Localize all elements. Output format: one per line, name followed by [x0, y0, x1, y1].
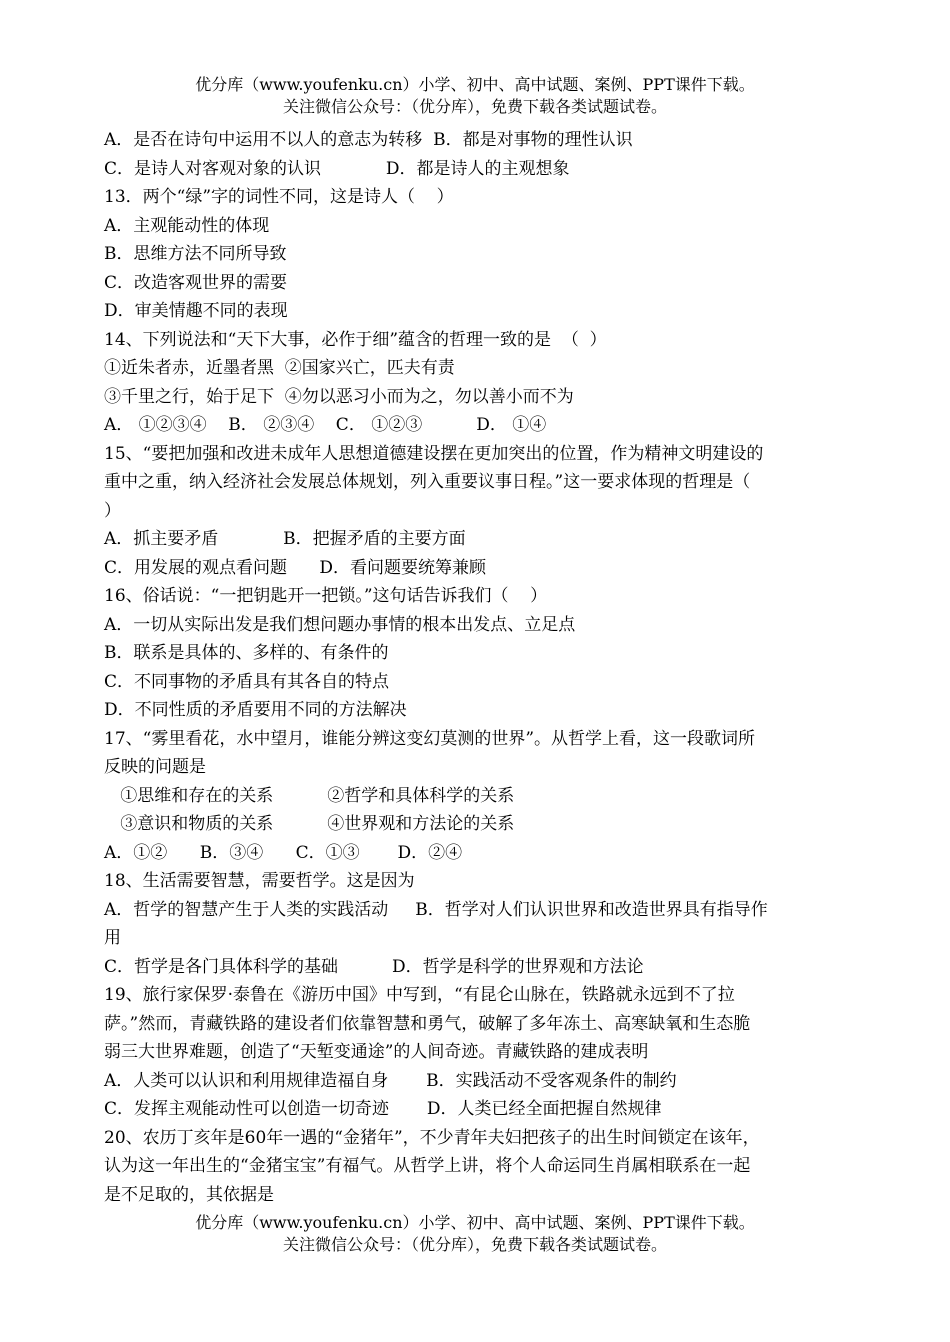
question-20: 20、农历丁亥年是60年一遇的“金猪年”，不少青年夫妇把孩子的出生时间锁定在该年，: [104, 1127, 760, 1148]
header-line-2: 关注微信公众号：（优分库），免费下载各类试题试卷。: [282, 97, 667, 116]
option-line: A．①② B．③④ C．①③ D．②④: [104, 842, 463, 863]
question-15: 15、“要把加强和改进未成年人思想道德建设摆在更加突出的位置，作为精神文明建设的: [104, 443, 764, 464]
question-19: 19、旅行家保罗·泰鲁在《游历中国》中写到，“有昆仑山脉在，铁路就永远到不了拉: [104, 985, 735, 1005]
option-line: C．改造客观世界的需要: [104, 272, 288, 293]
question-17: 17、“雾里看花，水中望月，谁能分辨这变幻莫测的世界”。从哲学上看，这一段歌词所: [104, 728, 756, 749]
question-14: 14、下列说法和“天下大事，必作于细”蕴含的哲理一致的是 （ ）: [104, 329, 607, 350]
question-text-line: 反映的问题是: [104, 757, 206, 777]
option-line: A．哲学的智慧产生于人类的实践活动 B．哲学对人们认识世界和改造世界具有指导作: [104, 899, 768, 920]
option-line: C．是诗人对客观对象的认识 D．都是诗人的主观想象: [104, 158, 570, 179]
question-16: 16、俗话说：“一把钥匙开一把锁。”这句话告诉我们（ ）: [104, 586, 548, 606]
question-text-line: 认为这一年出生的“金猪宝宝”有福气。从哲学上讲，将个人命运同生肖属相联系在一起: [104, 1156, 751, 1176]
option-line: B．联系是具体的、多样的、有条件的: [104, 643, 389, 663]
question-text-line: 弱三大世界难题，创造了“天堑变通途”的人间奇迹。青藏铁路的建成表明: [104, 1042, 649, 1062]
header-line-1: 优分库（www.youfenku.cn）小学、初中、高中试题、案例、PPT课件下载。: [195, 75, 755, 94]
option-line: D．不同性质的矛盾要用不同的方法解决: [104, 700, 407, 720]
option-line: A． ①②③④ B． ②③④ C． ①②③ D． ①④: [104, 415, 547, 435]
statement-line: ①思维和存在的关系 ②哲学和具体科学的关系: [104, 785, 515, 806]
question-18: 18、生活需要智慧，需要哲学。这是因为: [104, 871, 415, 891]
question-body: [104, 126, 864, 1209]
option-line: A．是否在诗句中运用不以人的意志为转移 B．都是对事物的理性认识: [104, 130, 633, 150]
footer-line-2: 关注微信公众号：（优分库），免费下载各类试题试卷。: [282, 1235, 667, 1254]
option-line: B．思维方法不同所导致: [104, 244, 287, 264]
question-text-line: 重中之重，纳入经济社会发展总体规划，列入重要议事日程。”这一要求体现的哲理是（: [104, 472, 751, 492]
question-13: 13．两个“绿”字的词性不同，这是诗人（ ）: [104, 187, 454, 207]
option-line: 用: [104, 928, 121, 948]
statement-line: ①近朱者赤，近墨者黑 ②国家兴亡，匹夫有责: [104, 358, 455, 378]
option-line: C．不同事物的矛盾具有其各自的特点: [104, 671, 390, 692]
statement-line: ③意识和物质的关系 ④世界观和方法论的关系: [104, 814, 515, 834]
option-line: A．抓主要矛盾 B．把握矛盾的主要方面: [104, 529, 466, 549]
option-line: A．一切从实际出发是我们想问题办事情的根本出发点、立足点: [104, 614, 576, 635]
option-line: C．发挥主观能动性可以创造一切奇迹 D．人类已经全面把握自然规律: [104, 1099, 662, 1119]
option-line: D．审美情趣不同的表现: [104, 301, 288, 321]
option-line: C．哲学是各门具体科学的基础 D．哲学是科学的世界观和方法论: [104, 956, 644, 977]
option-line: C．用发展的观点看问题 D．看问题要统筹兼顾: [104, 557, 487, 578]
option-line: A．人类可以认识和利用规律造福自身 B．实践活动不受客观条件的制约: [104, 1070, 677, 1091]
question-text-line: ）: [104, 500, 121, 521]
question-text-line: 萨。”然而，青藏铁路的建设者们依靠智慧和勇气，破解了多年冻土、高寒缺氧和生态脆: [104, 1013, 751, 1034]
option-line: A．主观能动性的体现: [104, 215, 270, 236]
footer-line-1: 优分库（www.youfenku.cn）小学、初中、高中试题、案例、PPT课件下载。: [195, 1213, 755, 1232]
statement-line: ③千里之行，始于足下 ④勿以恶习小而为之，勿以善小而不为: [104, 386, 574, 407]
question-text-line: 是不足取的，其依据是: [104, 1184, 274, 1205]
